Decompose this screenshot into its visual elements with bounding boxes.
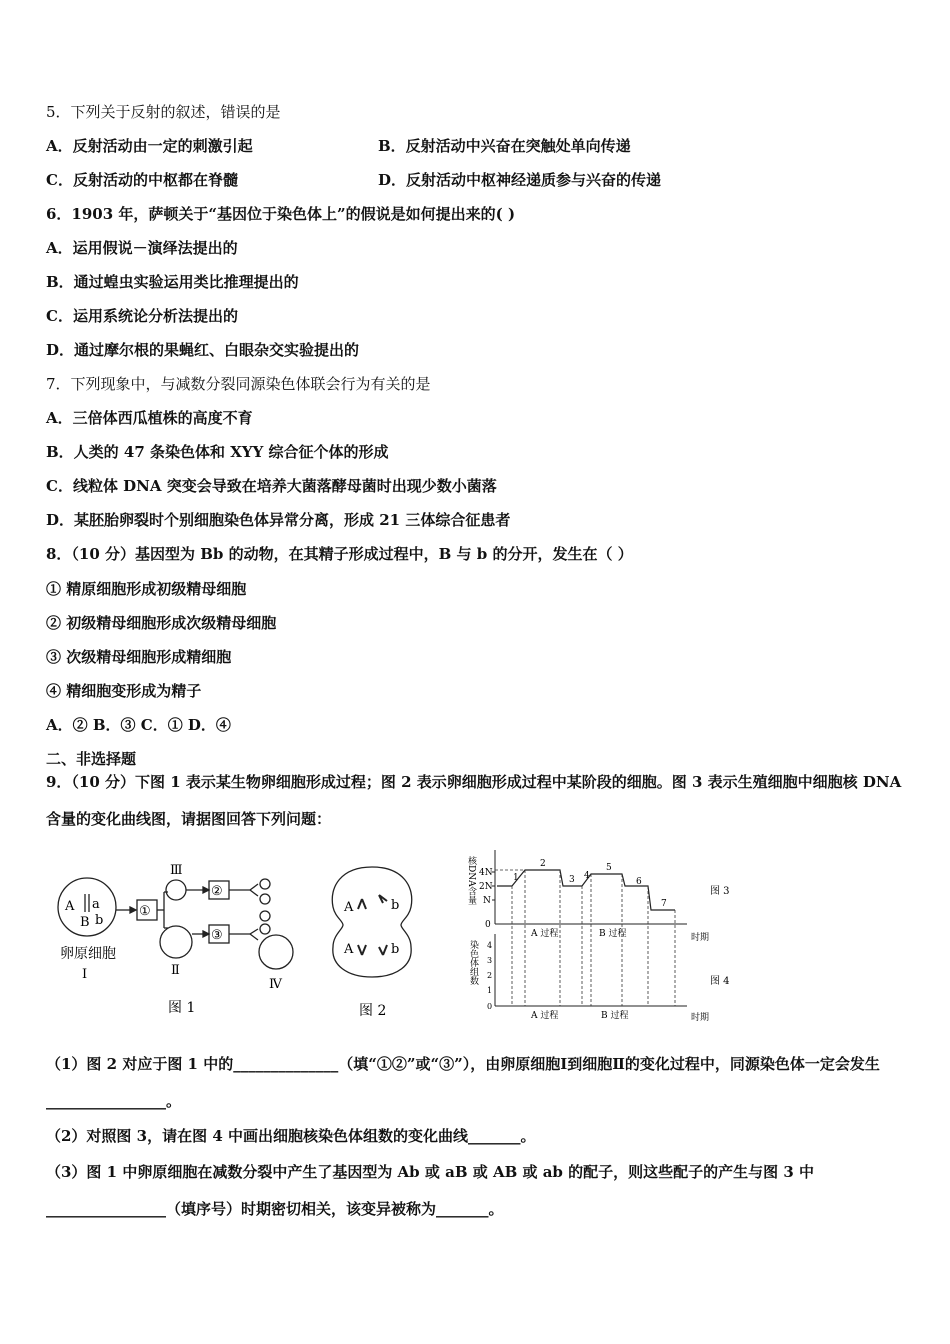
fig3-y-2N: 2N [479, 882, 493, 892]
fig3-y-N: N [483, 896, 491, 906]
q9-sub-1: （1）图 2 对应于图 1 中的______________（填“①②”或“③”），由卵原细胞Ⅰ到细胞Ⅱ的变化过程中，同源染色体一定会发生________________。 [46, 1055, 880, 1110]
q8-stem: 8．（10 分）基因型为 Bb 的动物，在其精子形成过程中，B 与 b 的分开，发生在（ ） [46, 545, 633, 563]
q6-option-b: B．通过蝗虫实验运用类比推理提出的 [46, 273, 299, 291]
q6-option-d: D．通过摩尔根的果蝇红、白眼杂交实验提出的 [46, 341, 360, 359]
fig3-y-0: 0 [485, 920, 491, 930]
figure-4-caption: 图 4 [710, 976, 730, 987]
q8-item-2: ② 初级精母细胞形成次级精母细胞 [46, 614, 277, 632]
figure-3-4 [465, 840, 740, 1025]
fig3-ylabel: 核DNA含量 [466, 856, 476, 905]
oogonium-label: 卵原细胞 [60, 946, 116, 962]
figure-2-caption: 图 2 [359, 1003, 387, 1019]
fig4-ylabel: 染色体组数 [468, 940, 478, 985]
step-3-label: ③ [211, 928, 223, 943]
dividing-cell-outline [332, 867, 411, 977]
step-2-label: ② [211, 884, 223, 899]
q7-option-b: B．人类的 47 条染色体和 XYY 综合征个体的形成 [46, 443, 389, 461]
fig4-xlabel: 时期 [691, 1013, 710, 1023]
stage-7: 7 [661, 899, 667, 909]
q8-choices: A．② B．③ C．① D．④ [46, 716, 231, 734]
fig4-tick-0: 0 [487, 1002, 493, 1011]
fig2-gene-A-top: A [344, 900, 354, 915]
q6-option-c: C．运用系统论分析法提出的 [46, 307, 238, 325]
label-IV: Ⅳ [269, 977, 282, 992]
q7-option-c: C．线粒体 DNA 突变会导致在培养大菌落酵母菌时出现少数小菌落 [46, 477, 497, 495]
fig3-process-B: B 过程 [599, 929, 627, 939]
q5-option-d: D．反射活动中枢神经递质参与兴奋的传递 [378, 171, 662, 189]
stage-3: 3 [569, 875, 575, 885]
cell-III-circle [166, 880, 186, 900]
stage-2: 2 [540, 859, 546, 869]
fig2-gene-b-top: b [391, 898, 400, 913]
gene-a: a [92, 897, 100, 912]
fig4-tick-1: 1 [487, 986, 493, 995]
q7-option-d: D．某胚胎卵裂时个别细胞染色体异常分离，形成 21 三体综合征患者 [46, 511, 511, 529]
stage-1: 1 [513, 873, 519, 883]
section-heading: 二、非选择题 [46, 750, 137, 768]
figure-1-caption: 图 1 [168, 1000, 196, 1016]
step-1-label: ① [139, 904, 151, 919]
q6-stem: 6．1903 年，萨顿关于“基因位于染色体上”的假说是如何提出来的( ) [46, 205, 516, 223]
q5-stem: 5．下列关于反射的叙述，错误的是 [46, 103, 281, 121]
figure-3-caption: 图 3 [710, 886, 730, 897]
fig4-tick-4: 4 [487, 941, 493, 950]
q7-option-a: A．三倍体西瓜植株的高度不育 [46, 409, 253, 427]
q9-sub-3: （3）图 1 中卵原细胞在减数分裂中产生了基因型为 Ab 或 aB 或 AB 或 ab 的配子，则这些配子的产生与图 3 中________________（填序号）时期密切相关，该变异被称为_______。 [46, 1163, 815, 1218]
gene-b: b [95, 913, 104, 928]
fig3-y-4N: 4N [479, 868, 493, 878]
q9-stem: 9．（10 分）下图 1 表示某生物卵细胞形成过程；图 2 表示卵细胞形成过程中某阶段的细胞。图 3 表示生殖细胞中细胞核 DNA 含量的变化曲线图，请据图回答下列问题： [46, 773, 902, 828]
fig2-gene-b-bottom: b [391, 942, 400, 957]
cell-IV-circle [259, 935, 293, 969]
stage-6: 6 [636, 877, 642, 887]
fig3-process-A: A 过程 [531, 929, 559, 939]
fig4-tick-3: 3 [487, 956, 493, 965]
cell-II-circle [160, 926, 192, 958]
q5-option-a: A．反射活动由一定的刺激引起 [46, 137, 253, 155]
q8-item-1: ① 精原细胞形成初级精母细胞 [46, 580, 247, 598]
figure-2 [325, 865, 420, 1025]
q9-sub-2: （2）对照图 3，请在图 4 中画出细胞核染色体组数的变化曲线_______。 [46, 1127, 536, 1145]
stage-4: 4 [584, 871, 590, 881]
q6-option-a: A．运用假说－演绎法提出的 [46, 239, 238, 257]
fig4-process-A: A 过程 [531, 1011, 559, 1021]
gene-A: A [65, 899, 75, 914]
fig4-tick-2: 2 [487, 971, 493, 980]
fig2-gene-A-bottom: A [344, 942, 354, 957]
label-III: Ⅲ [170, 863, 183, 878]
q7-stem: 7．下列现象中，与减数分裂同源染色体联会行为有关的是 [46, 375, 431, 393]
q5-option-c: C．反射活动的中枢都在脊髓 [46, 171, 238, 189]
stage-5: 5 [606, 863, 612, 873]
label-II: Ⅱ [171, 963, 180, 978]
label-I: Ⅰ [82, 967, 88, 982]
figure-1 [50, 852, 305, 1027]
q8-item-4: ④ 精细胞变形成为精子 [46, 682, 202, 700]
q5-option-b: B．反射活动中兴奋在突触处单向传递 [378, 137, 631, 155]
q8-item-3: ③ 次级精母细胞形成精细胞 [46, 648, 232, 666]
fig3-xlabel: 时期 [691, 933, 710, 943]
fig4-process-B: B 过程 [601, 1011, 629, 1021]
gene-B: B [80, 915, 90, 930]
